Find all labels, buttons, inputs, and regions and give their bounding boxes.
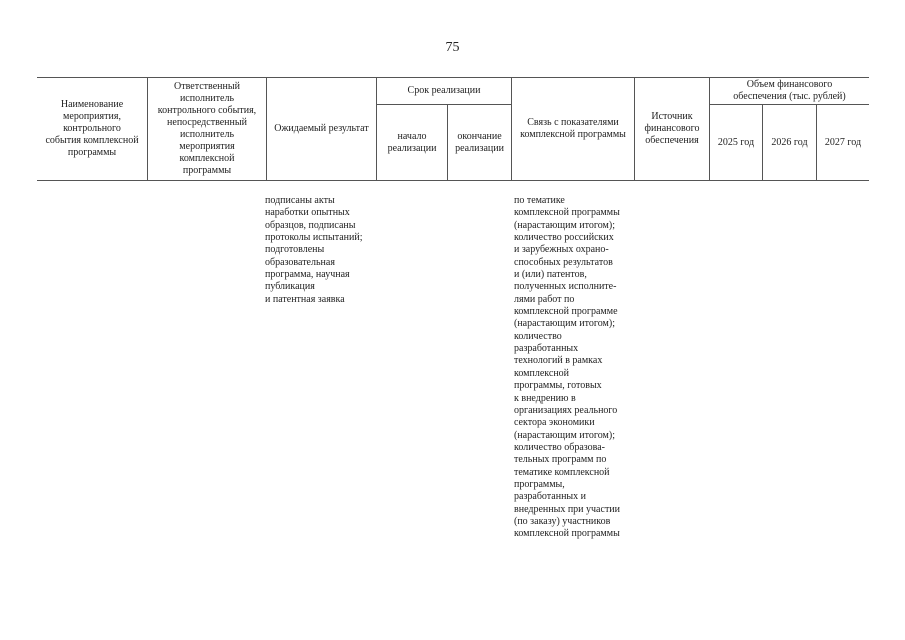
header-funding-group: Объем финансового обеспечения (тыс. рублей) [733, 78, 846, 102]
table-header [37, 77, 869, 181]
header-funding-source: Источник финансового обеспечения [644, 110, 700, 146]
indicators-text: по тематике комплексной программы (нарастающим итогом); количество российских и зарубежных охрано- способных результатов и (или) патентов, полученных исполните- лями работ по комплексной программе (нарастающим итогом); количество разработанных технологий в рамках комплексной программы, готовых к внедрению в организациях реального сектора экономики (нарастающим итогом); количество образова- тельных программ по тематике комплексной программы, разработанных и внедренных при участии (по заказу) участников комплексной программы [514, 195, 621, 540]
header-event-name: Наименование мероприятия, контрольного события комплексной программы [45, 98, 139, 158]
header-year-2026: 2026 год [771, 136, 808, 148]
header-year-2027: 2027 год [824, 136, 862, 148]
header-indicators-link: Связь с показателями комплексной программы [520, 116, 626, 140]
header-year-2025: 2025 год [717, 136, 755, 148]
header-expected-result: Ожидаемый результат [274, 122, 369, 134]
header-period-group: Срок реализации [407, 84, 481, 96]
header-bottom-rule [37, 180, 869, 181]
page-number: 75 [445, 40, 460, 55]
header-period-start: начало реализации [387, 130, 437, 154]
expected-result-text: подписаны акты наработки опытных образцов, подписаны протоколы испытаний; подготовлены образовательная программа, научная публикация и патентная заявка [265, 195, 363, 305]
header-responsible: Ответственный исполнитель контрольного события, непосредственный исполнитель мероприятия комплексной программы [157, 80, 257, 176]
header-period-end: окончание реализации [455, 130, 504, 154]
